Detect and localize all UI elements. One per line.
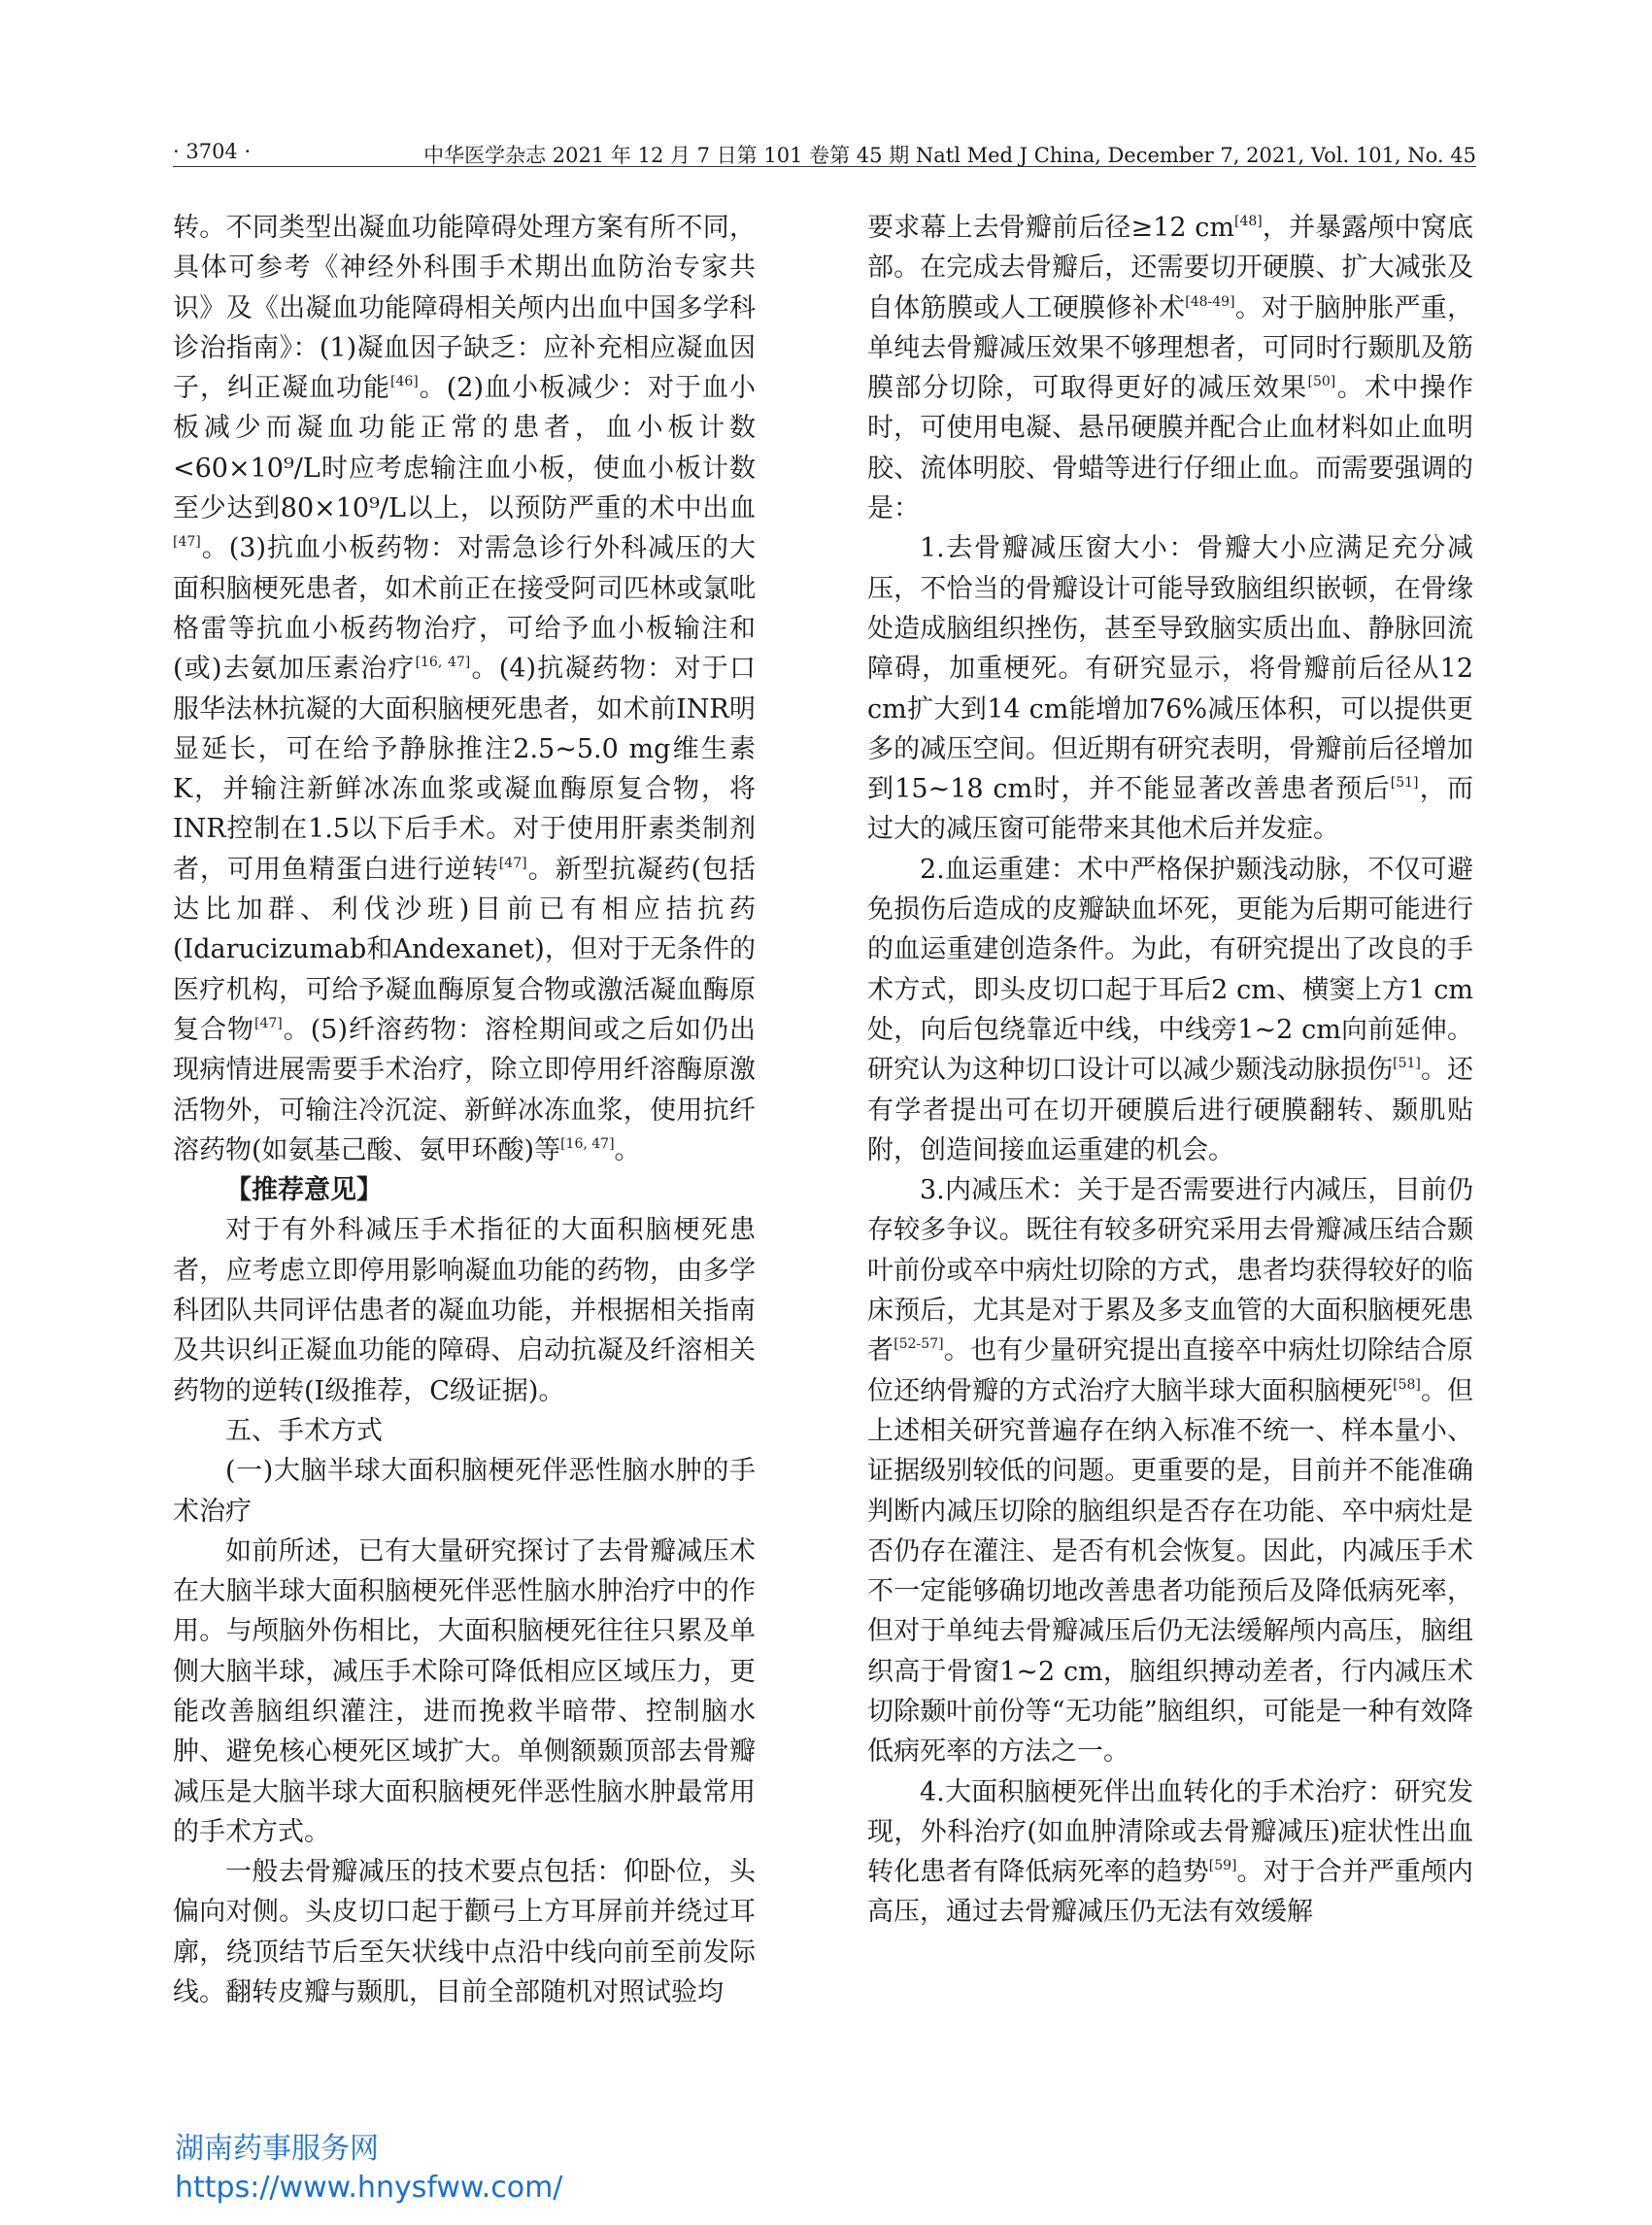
subsection-heading: (一)大脑半球大面积脑梗死伴恶性脑水肿的手术治疗 — [173, 1456, 756, 1527]
text: 1.去骨瓣减压窗大小：骨瓣大小应满足充分减压，不恰当的骨瓣设计可能导致脑组织嵌顿，在骨缘处造成脑组织挫伤，甚至导致脑实质出血、静脉回流障碍，加重梗死。有研究显示，将骨瓣前后径从12 cm扩大到14 cm能增加76%减压体积，可以提供更多的减压空间。但近期有研究表明，骨瓣前后径增加到15~18 cm时，并不能显著改善患者预后 — [867, 533, 1473, 805]
text: 3.内减压术：关于是否需要进行内减压，目前仍存较多争议。既往有较多研究采用去骨瓣减压结合颞叶前份或卒中病灶切除的方式，患者均获得较好的临床预后，尤其是对于累及多支血管的大面积脑梗死患者 — [867, 1175, 1473, 1366]
text: 。对于合并严重颅内高压，通过去骨瓣减压仍无法有效缓解 — [867, 1857, 1474, 1928]
text: 要求幕上去骨瓣前后径≥12 cm — [867, 213, 1234, 243]
citation: [46] — [390, 374, 419, 390]
header-rule — [173, 166, 1476, 167]
citation: [47] — [173, 534, 201, 551]
site-name: 湖南药事服务网 — [175, 2132, 379, 2166]
citation: [47] — [254, 1015, 283, 1031]
text: 。术中操作时，可使用电凝、悬吊硬膜并配合止血材料如止血明胶、流体明胶、骨蜡等进行仔细止血。而需要强调的是： — [867, 373, 1474, 524]
citation: [47] — [498, 855, 527, 871]
text: 。(5)纤溶药物：溶栓期间或之后如仍出现病情进展需要手术治疗，除立即停用纤溶酶原激活物外，可输注冷沉淀、新鲜冰冻血浆，使用抗纤溶药物(如氨基己酸、氨甲环酸)等 — [173, 1014, 756, 1165]
citation: [48-49] — [1185, 293, 1235, 310]
text: 。对于脑肿胀严重，单纯去骨瓣减压效果不够理想者，可同时行颞肌及筋膜部分切除，可取得更好的减压效果 — [867, 292, 1474, 404]
text: 。也有少量研究提出直接卒中病灶切除结合原位还纳骨瓣的方式治疗大脑半球大面积脑梗死 — [867, 1335, 1474, 1406]
page-number: · 3704 · — [173, 140, 252, 163]
list-item — [867, 528, 1473, 849]
citation: [52-57] — [893, 1336, 944, 1353]
paragraph — [867, 208, 1473, 528]
citation: [16, 47] — [560, 1135, 615, 1152]
citation: [59] — [1208, 1858, 1237, 1874]
text: 转。不同类型出凝血功能障碍处理方案有所不同，具体可参考《神经外科围手术期出血防治专家共识》及《出凝血功能障碍相关颅内出血中国多学科诊治指南》：(1)凝血因子缺乏：应补充相应凝血因子，纠正凝血功能 — [173, 213, 756, 404]
site-url-link[interactable]: https://www.hnysfww.com/ — [175, 2171, 563, 2205]
text: 。(4)抗凝药物：对于口服华法林抗凝的大面积脑梗死患者，如术前INR明显延长，可在给予静脉推注2.5~5.0 mg维生素K，并输注新鲜冰冻血浆或凝血酶原复合物，将INR控制在1.5以下后手术。对于使用肝素类制剂者，可用鱼精蛋白进行逆转 — [173, 654, 756, 885]
text: 。新型抗凝药(包括达比加群、利伐沙班)目前已有相应拮抗药(Idarucizumab和Andexanet)，但对于无条件的医疗机构，可给予凝血酶原复合物或激活凝血酶原复合物 — [173, 854, 756, 1045]
paragraph: 一般去骨瓣减压的技术要点包括：仰卧位，头偏向对侧。头皮切口起于颧弓上方耳屏前并绕过耳廓，绕顶结节后至矢状线中点沿中线向前至前发际线。翻转皮瓣与颞肌，目前全部随机对照试验均 — [173, 1857, 756, 2008]
citation: [51] — [1393, 1056, 1421, 1072]
text: ，而过大的减压窗可能带来其他术后并发症。 — [867, 774, 1473, 845]
text: 2.血运重建：术中严格保护颞浅动脉，不仅可避免损伤后造成的皮瓣缺血坏死，更能为后期可能进行的血运重建创造条件。为此，有研究提出了改良的手术方式，即头皮切口起于耳后2 cm、横窦上方1 cm处，向后包绕靠近中线，中线旁1~2 cm向前延伸。研究认为这种切口设计可以减少颞浅动脉损伤 — [867, 854, 1473, 1086]
paragraph-coagulation — [173, 208, 756, 1170]
running-header — [173, 134, 1476, 169]
paragraph: 如前所述，已有大量研究探讨了去骨瓣减压术在大脑半球大面积脑梗死伴恶性脑水肿治疗中的作用。与颅脑外伤相比，大面积脑梗死往往只累及单侧大脑半球，减压手术除可降低相应区域压力，更能改善脑组织灌注，进而挽救半暗带、控制脑水肿、避免核心梗死区域扩大。单侧额颞顶部去骨瓣减压是大脑半球大面积脑梗死伴恶性脑水肿最常用的手术方式。 — [173, 1535, 756, 1847]
text: ，并暴露颅中窝底部。在完成去骨瓣后，还需要切开硬膜、扩大减张及自体筋膜或人工硬膜修补术 — [867, 213, 1473, 323]
text: 。(2)血小板减少：对于血小板减少而凝血功能正常的患者，血小板计数<60×10⁹/L时应考虑输注血小板，使血小板计数至少达到80×10⁹/L以上，以预防严重的术中出血 — [173, 373, 756, 524]
list-item — [867, 1170, 1473, 1771]
list-item — [867, 850, 1473, 1170]
recommendation-heading: 【推荐意见】 — [225, 1175, 383, 1206]
right-column — [867, 208, 1473, 1933]
section-heading: 五、手术方式 — [225, 1415, 383, 1446]
journal-citation: 中华医学杂志 2021 年 12 月 7 日第 101 卷第 45 期 Natl Med J China, December 7, 2021, Vol. 101, No. 45 — [423, 144, 1476, 167]
watermark-footer — [175, 2130, 562, 2208]
citation: [58] — [1393, 1376, 1421, 1393]
citation: [48] — [1234, 214, 1263, 229]
list-item — [867, 1772, 1473, 1933]
left-column — [173, 208, 756, 2012]
text: 。 — [614, 1134, 641, 1165]
text: 4.大面积脑梗死伴出血转化的手术治疗：研究发现，外科治疗(如血肿清除或去骨瓣减压)症状性出血转化患者有降低病死率的趋势 — [867, 1776, 1473, 1888]
text: 。但上述相关研究普遍存在纳入标准不统一、样本量小、证据级别较低的问题。更重要的是，目前并不能准确判断内减压切除的脑组织是否存在功能、卒中病灶是否仍存在灌注、是否有机会恢复。因此，内减压手术不一定能够确切地改善患者功能预后及降低病死率，但对于单纯去骨瓣减压后仍无法缓解颅内高压，脑组织高于骨窗1~2 cm，脑组织搏动差者，行内减压术切除颞叶前份等“无功能”脑组织，可能是一种有效降低病死率的方法之一。 — [867, 1375, 1474, 1768]
recommendation-text: 对于有外科减压手术指征的大面积脑梗死患者，应考虑立即停用影响凝血功能的药物，由多学科团队共同评估患者的凝血功能，并根据相关指南及共识纠正凝血功能的障碍、启动抗凝及纤溶相关药物的逆转(Ⅰ级推荐，C级证据)。 — [173, 1215, 756, 1406]
citation: [51] — [1390, 775, 1419, 792]
citation: [50] — [1307, 374, 1336, 390]
citation: [16, 47] — [415, 655, 471, 671]
text: 。(3)抗血小板药物：对需急诊行外科减压的大面积脑梗死患者，如术前正在接受阿司匹林或氯吡格雷等抗血小板药物治疗，可给予血小板输注和(或)去氨加压素治疗 — [173, 533, 756, 685]
text: 。还有学者提出可在切开硬膜后进行硬膜翻转、颞肌贴附，创造间接血运重建的机会。 — [867, 1055, 1474, 1165]
